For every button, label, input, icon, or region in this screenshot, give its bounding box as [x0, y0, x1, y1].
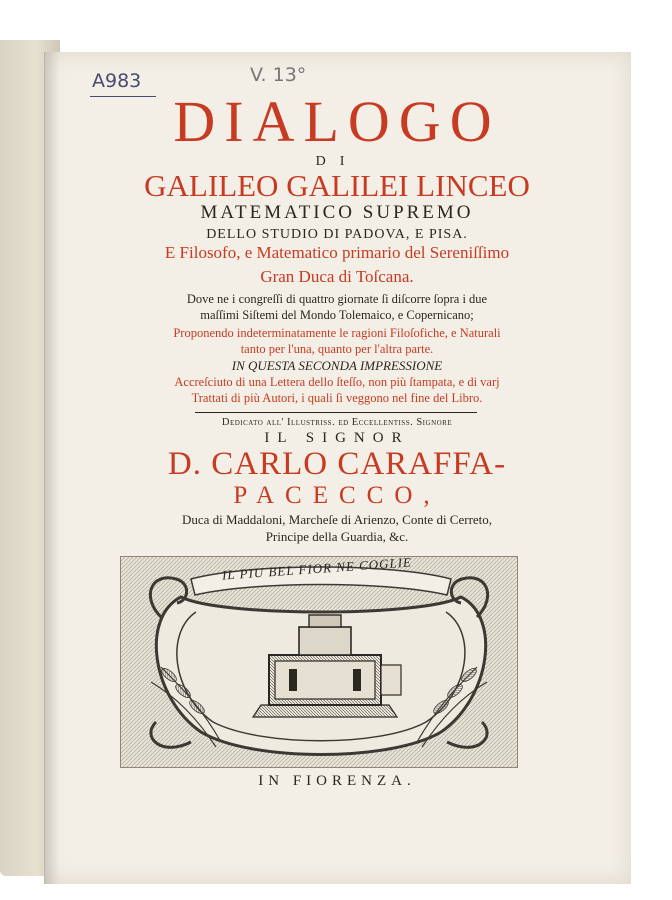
accresciuto-line-2: Trattati di più Autori, i quali ſi veggono nel fine del Libro. — [191, 391, 483, 405]
dedicatee-surname: PACECCO, — [233, 482, 441, 509]
divider-rule — [195, 412, 477, 413]
title-di: DI — [315, 154, 359, 169]
il-signor: IL SIGNOR — [264, 430, 410, 446]
edition-line: IN QUESTA SECONDA IMPRESSIONE — [231, 358, 443, 373]
proponendo-line-1: Proponendo indeterminatamente le ragioni Filoſofiche, e Naturali — [173, 326, 501, 340]
filosofo-line: E Filosofo, e Matematico primario del Sereniſſimo — [164, 243, 510, 262]
accresciuto-line-1: Accreſciuto di una Lettera dello ſteſſo, non più ſtampata, e di varj — [174, 375, 500, 389]
emblem-illustration — [121, 557, 517, 767]
dedication-line: Dedicato all' Illustriss. ed Eccellentiss. Signore — [221, 417, 453, 428]
dedicatee-name: D. CARLO CARAFFA- — [167, 446, 507, 482]
engraved-emblem — [120, 556, 518, 768]
imprint-place: IN FIORENZA. — [258, 773, 416, 789]
granduca-line: Gran Duca di Toſcana. — [260, 267, 414, 286]
description-line-1: Dove ne i congreſſi di quattro giornate ſi diſcorre ſopra i due — [186, 292, 488, 306]
author-name: GALILEO GALILEI LINCEO — [144, 168, 530, 203]
emblem-motto: IL PIU BEL FIOR NE COGLIE — [221, 554, 413, 583]
dedicatee-titles-2: Principe della Guardia, &c. — [265, 529, 409, 544]
proponendo-line-2: tanto per l'una, quanto per l'altra parte. — [240, 342, 434, 356]
author-role: MATEMATICO SUPREMO — [200, 202, 474, 223]
studio-line: DELLO STUDIO DI PADOVA, E PISA. — [206, 227, 468, 242]
handwritten-shelfmark-right: V. 13° — [250, 64, 307, 86]
handwritten-shelfmark-left: A983 — [92, 70, 142, 92]
dedicatee-titles-1: Duca di Maddaloni, Marcheſe di Arienzo, Conte di Cerreto, — [181, 512, 493, 527]
description-line-2: maſſimi Siſtemi del Mondo Tolemaico, e Copernicano; — [200, 308, 474, 322]
title-dialogo: DIALOGO — [173, 89, 501, 154]
